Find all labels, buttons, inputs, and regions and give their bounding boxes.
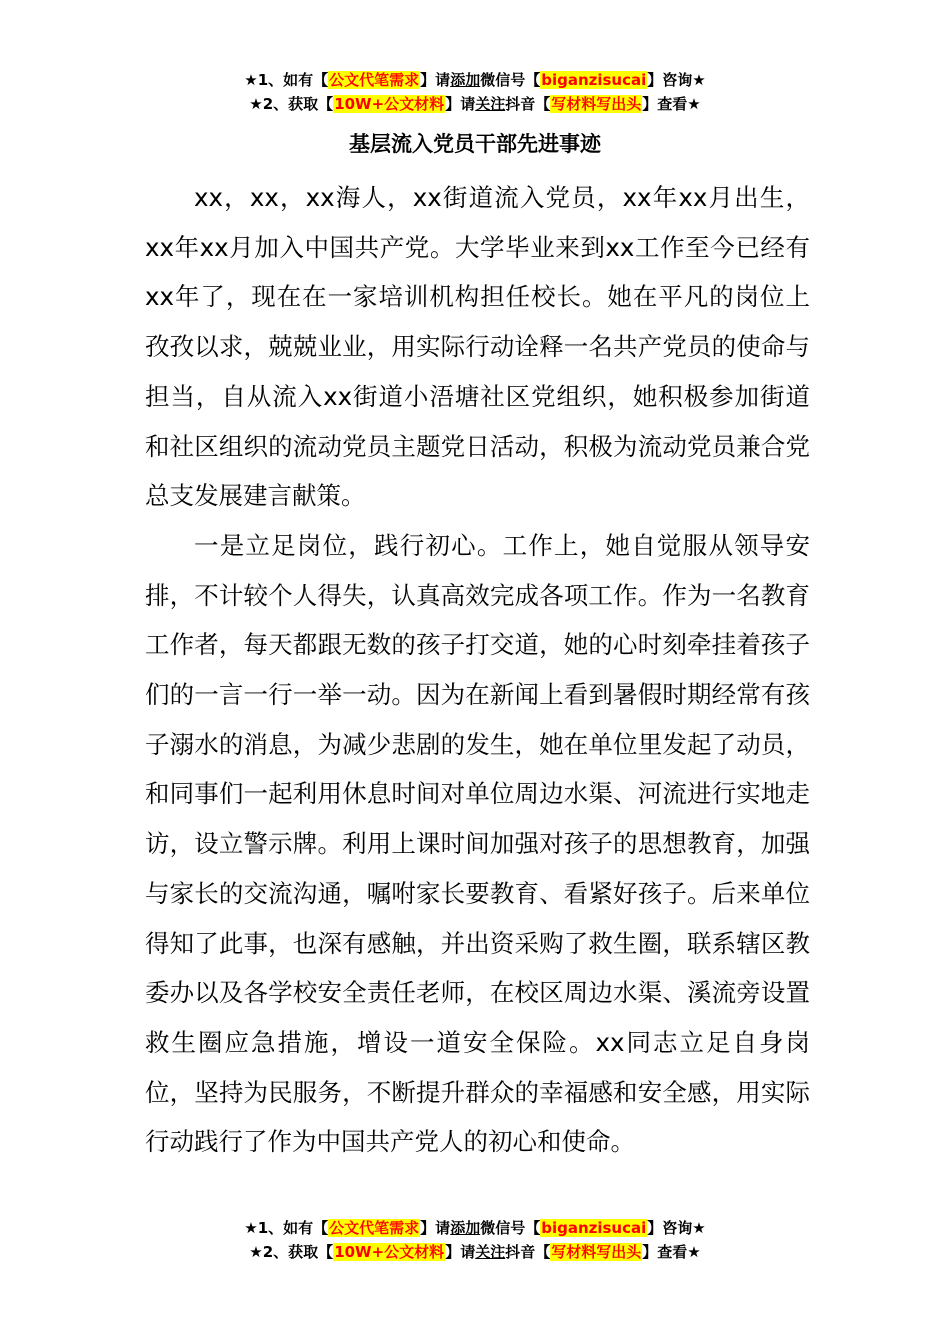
banner-text: 】请	[445, 95, 476, 113]
bottom-banner	[0, 1217, 950, 1265]
banner-text: ★2、获取【	[249, 1243, 334, 1261]
document-body	[145, 173, 810, 1167]
banner-highlight: biganzisucai	[541, 1219, 647, 1237]
banner-highlight: 写材料写出头	[551, 1243, 642, 1261]
banner-text: 】咨询★	[647, 71, 706, 89]
top-banner	[0, 69, 950, 117]
banner-highlight: 写材料写出头	[551, 95, 642, 113]
banner-highlight: biganzisucai	[541, 71, 647, 89]
banner-underlined-text: 关注	[475, 95, 506, 113]
banner-text: 微信号【	[480, 1219, 541, 1237]
banner-highlight: 10W+公文材料	[334, 1243, 445, 1261]
body-paragraph: 一是立足岗位，践行初心。工作上，她自觉服从领导安排，不计较个人得失，认真高效完成各项工作。作为一名教育工作者，每天都跟无数的孩子打交道，她的心时刻牵挂着孩子们的一言一行一举一动。因为在新闻上看到暑假时期经常有孩子溺水的消息，为减少悲剧的发生，她在单位里发起了动员，和同事们一起利用休息时间对单位周边水渠、河流进行实地走访，设立警示牌。利用上课时间加强对孩子的思想教育，加强与家长的交流沟通，嘱咐家长要教育、看紧好孩子。后来单位得知了此事，也深有感触，并出资采购了救生圈，联系辖区教委办以及各学校安全责任老师，在校区周边水渠、溪流旁设置救生圈应急措施，增设一道安全保险。xx同志立足自身岗位，坚持为民服务，不断提升群众的幸福感和安全感，用实际行动践行了作为中国共产党人的初心和使命。	[145, 530, 810, 1157]
banner-text: 抖音【	[505, 1243, 551, 1261]
banner-text: 】请	[420, 71, 451, 89]
document-title: 基层流入党员干部先进事迹	[349, 132, 601, 156]
banner-text: 】请	[445, 1243, 476, 1261]
banner-underlined-text: 关注	[475, 1243, 506, 1261]
banner-line-2	[0, 1241, 950, 1265]
banner-text: 】咨询★	[647, 1219, 706, 1237]
banner-underlined-text: 添加	[450, 71, 481, 89]
banner-underlined-text: 添加	[450, 1219, 481, 1237]
banner-line-2	[0, 93, 950, 117]
banner-text: ★1、如有【	[244, 1219, 329, 1237]
banner-line-1	[0, 69, 950, 93]
banner-text: ★2、获取【	[249, 95, 334, 113]
banner-text: ★1、如有【	[244, 71, 329, 89]
banner-text: 】查看★	[642, 1243, 701, 1261]
body-paragraph: xx，xx，xx海人，xx街道流入党员，xx年xx月出生，xx年xx月加入中国共产党。大学毕业来到xx工作至今已经有xx年了，现在在一家培训机构担任校长。她在平凡的岗位上孜孜以求，兢兢业业，用实际行动诠释一名共产党员的使命与担当，自从流入xx街道小浯塘社区党组织，她积极参加街道和社区组织的流动党员主题党日活动，积极为流动党员兼合党总支发展建言献策。	[145, 183, 810, 511]
banner-text: 】请	[420, 1219, 451, 1237]
banner-highlight: 公文代笔需求	[329, 71, 420, 89]
banner-highlight: 公文代笔需求	[329, 1219, 420, 1237]
banner-text: 】查看★	[642, 95, 701, 113]
banner-line-1	[0, 1217, 950, 1241]
banner-highlight: 10W+公文材料	[334, 95, 445, 113]
banner-text: 微信号【	[480, 71, 541, 89]
banner-text: 抖音【	[505, 95, 551, 113]
